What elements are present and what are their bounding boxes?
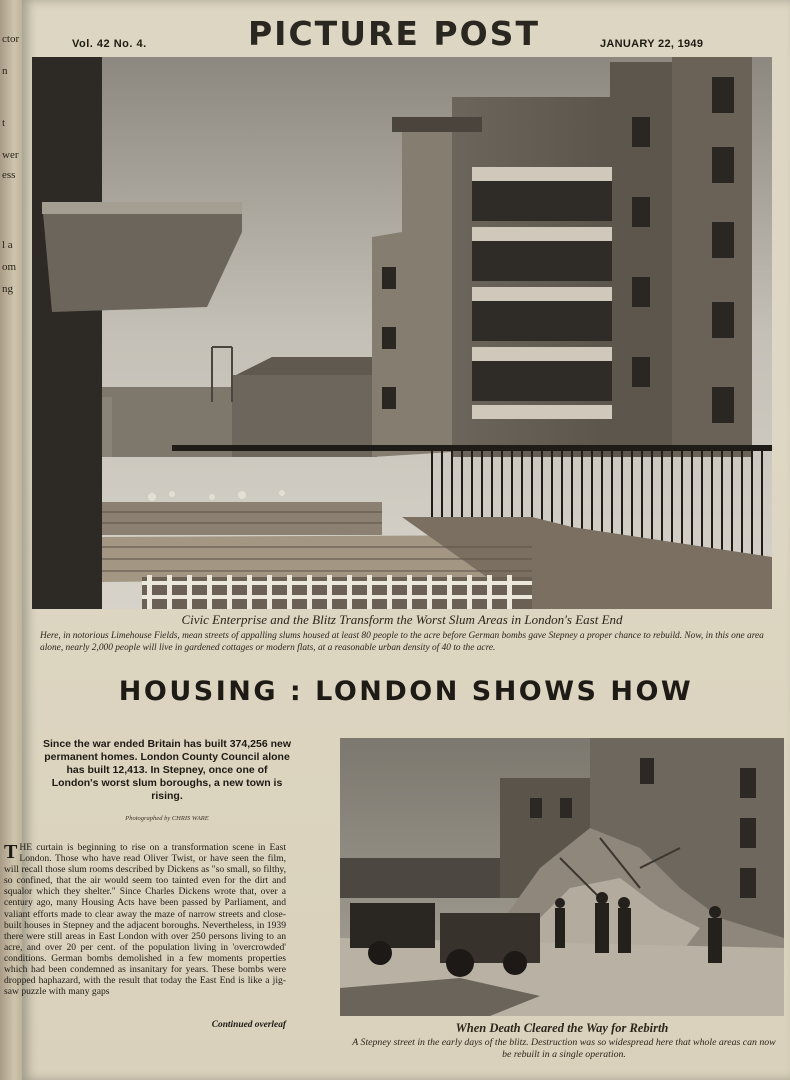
magazine-title: PICTURE POST bbox=[248, 14, 540, 53]
masthead bbox=[22, 10, 790, 54]
issue-date: JANUARY 22, 1949 bbox=[600, 38, 704, 50]
bottom-photo-caption-text: A Stepney street in the early days of the blitz. Destruction was so widespread here that whole areas can now be rebuilt in a single operation. bbox=[352, 1037, 776, 1060]
article-headline: HOUSING : LONDON SHOWS HOW bbox=[118, 676, 694, 707]
volume-number: Vol. 42 No. 4. bbox=[72, 38, 147, 50]
facing-page-fragment: wer bbox=[2, 149, 19, 161]
continued-overleaf-note: Continued overleaf bbox=[211, 1020, 286, 1030]
blitz-street-photo bbox=[340, 738, 784, 1016]
article-standfirst: Since the war ended Britain has built 374,256 new permanent homes. London County Council alone has built 12,413. In Stepney, once one of London's worst slum boroughs, a new town is rising. bbox=[43, 738, 291, 802]
article-body bbox=[4, 842, 286, 997]
limehouse-flats-photo bbox=[32, 57, 772, 609]
facing-page-fragment: ess bbox=[2, 169, 16, 181]
article-body-text: HE curtain is beginning to rise on a transformation scene in East London. Those who have read Oliver Twist, or have seen the film, will recall those slum rooms described by Dickens as "so small, so filthy, so confined, that the air would seem too tainted even for the dirt and squalor which they shelter." Since Charles Dickens wrote that, over a century ago, many Housing Acts have been passed by Parliament, and valiant efforts made to clear away the maze of narrow streets and close-built houses in Stepney and the adjacent boroughs. Nevertheless, in 1939 there were still areas in East London with over 250 persons living to an acre, and over 20 per cent. of the population living in 'overcrowded' conditions. German bombs demolished in a few moments properties which had been condemned as insanitary for years. These bombs were dropped haphazard, with the result that today the East End is like a jig-saw puzzle with many gaps bbox=[4, 842, 286, 998]
facing-page-fragment: ctor bbox=[2, 33, 20, 45]
facing-page-fragment: ng bbox=[2, 283, 13, 295]
drop-cap: T bbox=[4, 841, 18, 863]
facing-page-fragment: n bbox=[2, 65, 8, 77]
facing-page-fragment: t bbox=[2, 117, 6, 129]
facing-page-fragment: l a bbox=[2, 239, 13, 251]
facing-page-fragment: om bbox=[2, 261, 17, 273]
blitz-street-illustration bbox=[340, 738, 784, 1016]
photo-credit: Photographed by CHRIS WARE bbox=[125, 815, 209, 822]
top-photo-caption-title: Civic Enterprise and the Blitz Transform the Worst Slum Areas in London's East End bbox=[181, 612, 623, 627]
limehouse-flats-illustration bbox=[32, 57, 772, 609]
bottom-photo-caption-title: When Death Cleared the Way for Rebirth bbox=[455, 1021, 669, 1035]
top-photo-caption-text: Here, in notorious Limehouse Fields, mean streets of appalling slums housed at least 80 people to the acre before German bombs gave Stepney a proper chance to rebuild. Now, in this one area alone, nearly 2,000 people will live in gardened cottages or modern flats, at a reasonable urban density of 40 to the acre. bbox=[40, 631, 764, 653]
